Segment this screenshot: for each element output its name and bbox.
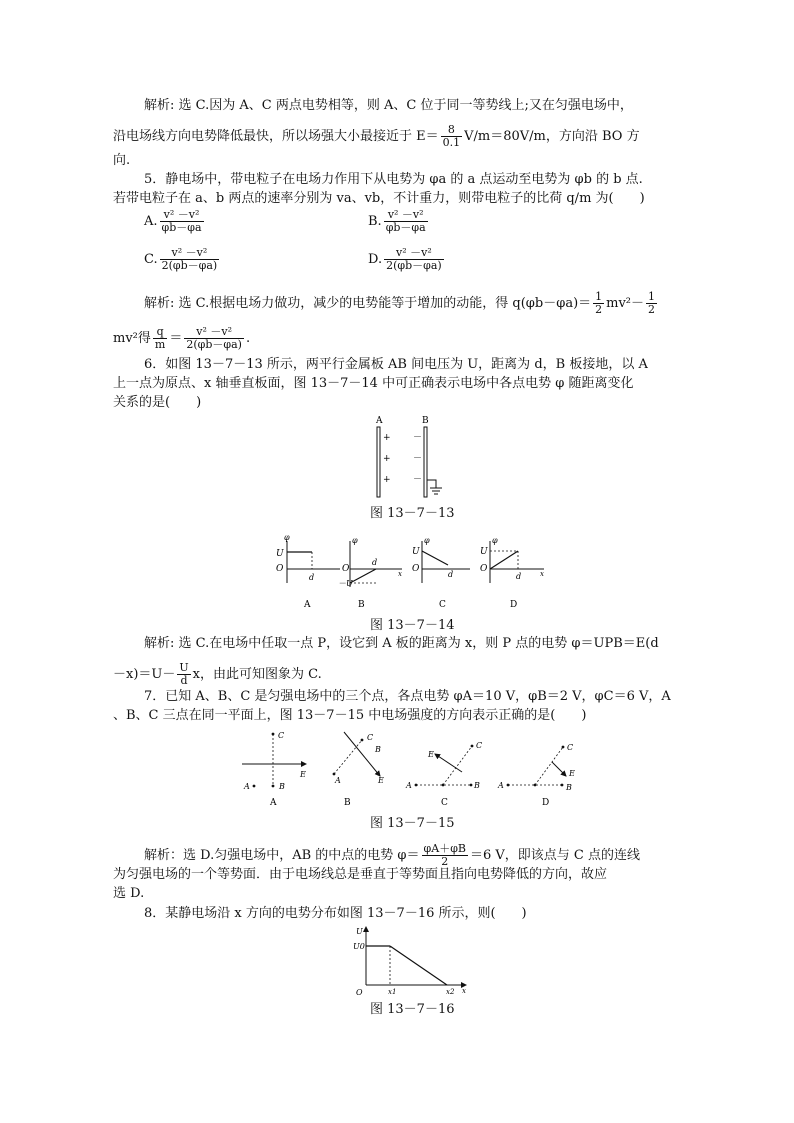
q5-option-a-label: A. xyxy=(144,214,158,229)
q5-option-c-num: v² －v² xyxy=(160,247,220,260)
q5-result-frac xyxy=(184,326,244,351)
fig15-label-a: A xyxy=(270,798,277,808)
fig15a-a: A xyxy=(244,782,250,791)
q6-frac-num: U xyxy=(179,661,189,674)
fig15c-e: E xyxy=(428,750,434,759)
q5-option-a-frac xyxy=(160,209,204,234)
q5-option-d-frac xyxy=(384,247,444,272)
fig14a-d: d xyxy=(309,573,315,582)
q5-analysis-a: 解析: 选 C.根据电场力做功，减少的电势能等于增加的动能，得 q(φb－φa)＝ xyxy=(144,296,592,311)
fig14b-d: d xyxy=(372,558,378,567)
fig16-x2-label: x2 xyxy=(446,988,455,996)
q7-analysis-a: 解析：选 D.匀强电场中，AB 的中点的电势 φ＝ xyxy=(144,848,420,863)
fig16-slope-segment xyxy=(390,946,447,985)
fig13-plate-b xyxy=(424,427,427,497)
q5-analysis-line2 xyxy=(113,326,250,351)
q5-equals: ＝ xyxy=(169,331,183,346)
fig14a-o: O xyxy=(276,564,284,574)
fig13-minus-2: － xyxy=(413,454,423,464)
fig13-minus-1: － xyxy=(413,433,423,443)
q5-analysis-b: mv²－ xyxy=(606,296,645,311)
fig15d-c: C xyxy=(567,743,574,752)
q7-analysis-line1 xyxy=(144,843,640,868)
q5-stem-line1: 5．静电场中，带电粒子在电场力作用下从电势为 φa 的 a 点运动至电势为 φb 的 b 点. xyxy=(144,172,643,187)
q4-analysis-line2 xyxy=(113,124,640,149)
q5-option-c-label: C. xyxy=(144,252,158,267)
fig15a-b: B xyxy=(279,782,285,791)
fig15b-e: E xyxy=(378,776,384,785)
q5-q: q xyxy=(153,326,167,339)
q6-analysis-b: x，由此可知图象为 C. xyxy=(192,667,322,682)
fig16-x-label: x xyxy=(462,987,466,995)
q5-analysis-line1 xyxy=(144,291,659,316)
q7-analysis-line2: 为匀强电场的一个等势面．由于电场线总是垂直于等势面且指向电势降低的方向，故应 xyxy=(113,867,608,882)
fig15-label-d: D xyxy=(542,798,550,808)
fig14b-phi: φ xyxy=(352,536,358,545)
q4-fraction xyxy=(441,124,463,149)
figure-13-7-15 xyxy=(236,726,596,811)
fig13-ground-wire xyxy=(427,480,436,488)
q5-half-2-den: 2 xyxy=(648,303,656,316)
fig15d-a: A xyxy=(498,781,504,790)
fig15c-c: C xyxy=(476,741,483,750)
q5-option-d-num: v² －v² xyxy=(384,247,444,260)
fig15d-e: E xyxy=(569,769,575,778)
q5-option-c xyxy=(144,247,221,272)
fig13-minus-3: － xyxy=(413,475,423,485)
q7-midpoint-frac xyxy=(422,843,468,868)
q5-option-a-den: φb－φa xyxy=(161,221,202,234)
q4-analysis-line3: 向. xyxy=(113,153,131,168)
q5-half-2 xyxy=(646,291,657,316)
q5-option-b-frac xyxy=(384,209,428,234)
fig16-x1-label: x1 xyxy=(388,988,397,996)
q7-analysis-line3: 选 D. xyxy=(113,886,145,901)
q5-stem-line2: 若带电粒子在 a、b 两点的速率分别为 va、vb，不计重力，则带电粒子的比荷 q/m 为( ) xyxy=(113,191,645,206)
q5-option-b xyxy=(368,209,430,234)
q4-analysis-line1: 解析: 选 C.因为 A、C 两点电势相等，则 A、C 位于同一等势线上;又在匀强电场中， xyxy=(144,98,633,113)
q5-option-a-num: v² －v² xyxy=(160,209,204,222)
fig14-graph-b xyxy=(338,536,402,588)
figure-13-7-13 xyxy=(360,412,470,498)
q5-q-over-m xyxy=(153,326,167,351)
fig13-caption: 图 13－7－13 xyxy=(370,506,455,521)
fig14d-phi: φ xyxy=(492,536,498,545)
q7-frac-num: φA＋φB xyxy=(423,842,466,855)
q4-frac-num: 8 xyxy=(441,124,463,137)
q5-half-1 xyxy=(593,291,604,316)
fig13-plus-3: + xyxy=(383,475,391,485)
q6-stem-line1: 6．如图 13－7－13 所示，两平行金属板 AB 间电压为 U，距离为 d，B 板接地，以 A xyxy=(144,357,648,372)
q4-analysis-line2-b: V/m＝80V/m，方向沿 BO 方 xyxy=(464,129,640,144)
q5-option-b-num: v² －v² xyxy=(384,209,428,222)
fig15c-a: A xyxy=(406,781,412,790)
fig14-graph-d xyxy=(480,536,544,583)
fig14d-x: x xyxy=(540,570,544,578)
q4-analysis-line2-a: 沿电场线方向电势降低最快，所以场强大小最接近于 E＝ xyxy=(113,129,439,144)
fig14-label-c: C xyxy=(439,600,446,610)
q5-option-b-den: φb－φa xyxy=(385,221,426,234)
fig14-graph-c xyxy=(412,536,470,583)
fig15-option-c xyxy=(405,741,482,790)
q5-period: . xyxy=(245,331,251,346)
fig14-label-a: A xyxy=(304,600,311,610)
fig14b-x: x xyxy=(398,570,402,578)
q5-option-d-label: D. xyxy=(368,252,383,267)
fig14b-neg-u: －U xyxy=(338,579,353,588)
q5-half-1-den: 2 xyxy=(595,303,603,316)
fig13-plate-a xyxy=(377,427,380,497)
fig15-option-d xyxy=(497,743,575,792)
q5-half-2-num: 1 xyxy=(648,290,656,303)
q6-stem-line2: 上一点为原点、x 轴垂直板面，图 13－7－14 中可正确表示电场中各点电势 φ 随距离变化 xyxy=(113,376,634,391)
q7-analysis-b: ＝6 V，即该点与 C 点的连线 xyxy=(469,848,640,863)
q6-frac-den: d xyxy=(180,674,188,687)
fig14c-u: U xyxy=(412,547,420,557)
fig16-u0-label: U0 xyxy=(353,942,365,951)
fig15a-e: E xyxy=(300,770,306,779)
fig14c-d: d xyxy=(448,570,454,579)
fig15-label-c: C xyxy=(441,798,448,808)
q6-u-over-d xyxy=(177,662,190,687)
q5-m: m xyxy=(154,338,166,351)
figure-13-7-16 xyxy=(352,923,472,997)
q5-option-c-frac xyxy=(160,247,220,272)
fig15-option-a xyxy=(242,731,306,791)
fig14a-phi: φ xyxy=(284,535,290,542)
fig15-label-b: B xyxy=(344,798,351,808)
q5-option-a xyxy=(144,209,206,234)
q5-option-c-den: 2(φb－φa) xyxy=(161,259,218,272)
q7-stem-line1: 7．已知 A、B、C 是匀强电场中的三个点，各点电势 φA＝10 V，φB＝2 V，φC＝6 V，A xyxy=(144,689,671,704)
q7-stem-line2: 、B、C 三点在同一平面上，图 13－7－15 中电场强度的方向表示正确的是( ) xyxy=(113,708,587,723)
fig14b-o: O xyxy=(342,564,350,574)
fig14c-phi: φ xyxy=(424,536,430,545)
fig14d-o: O xyxy=(480,564,488,574)
q6-analysis-line2 xyxy=(113,662,322,687)
fig15b-b: B xyxy=(375,745,381,754)
q5-analysis-c: mv²得 xyxy=(113,331,151,346)
fig14-label-b: B xyxy=(358,600,365,610)
fig14a-u: U xyxy=(276,549,284,559)
q6-stem-line3: 关系的是( ) xyxy=(113,395,202,410)
q4-frac-den: 0.1 xyxy=(442,136,461,149)
figure-13-7-14 xyxy=(272,535,562,615)
fig16-o-label: O xyxy=(356,988,363,997)
fig16-u-label: U xyxy=(356,927,363,936)
fig14d-d: d xyxy=(516,572,522,581)
fig15c-b: B xyxy=(474,781,480,790)
fig15-caption: 图 13－7－15 xyxy=(370,816,455,831)
fig16-caption: 图 13－7－16 xyxy=(370,1002,455,1017)
fig13-plus-1: + xyxy=(383,433,391,443)
fig14-label-d: D xyxy=(510,600,518,610)
q6-analysis-a: －x)＝U－ xyxy=(113,667,176,682)
fig14d-u: U xyxy=(480,547,488,557)
q5-option-d-den: 2(φb－φa) xyxy=(386,259,442,272)
fig13-plate-b-label: B xyxy=(422,416,429,426)
fig15-option-b xyxy=(333,732,384,785)
fig13-plus-2: + xyxy=(383,454,391,464)
q6-analysis-line1: 解析: 选 C.在电场中任取一点 P，设它到 A 板的距离为 x，则 P 点的电势 φ＝UPB＝E(d xyxy=(144,636,659,651)
fig15d-b: B xyxy=(566,783,572,792)
q7-frac-den: 2 xyxy=(441,855,449,868)
q5-result-den: 2(φb－φa) xyxy=(186,338,242,351)
fig14-caption: 图 13－7－14 xyxy=(370,618,455,633)
fig15b-c: C xyxy=(367,733,374,742)
q5-option-d xyxy=(368,247,446,272)
q5-half-1-num: 1 xyxy=(595,290,603,303)
fig13-plate-a-label: A xyxy=(376,416,383,426)
fig15b-a: A xyxy=(335,776,341,785)
fig14-graph-a xyxy=(276,535,340,583)
q5-result-num: v² －v² xyxy=(184,326,244,339)
fig15a-c: C xyxy=(278,731,285,740)
q8-stem: 8．某静电场沿 x 方向的电势分布如图 13－7－16 所示，则( ) xyxy=(144,906,527,921)
fig14c-o: O xyxy=(412,564,420,574)
q5-option-b-label: B. xyxy=(368,214,382,229)
